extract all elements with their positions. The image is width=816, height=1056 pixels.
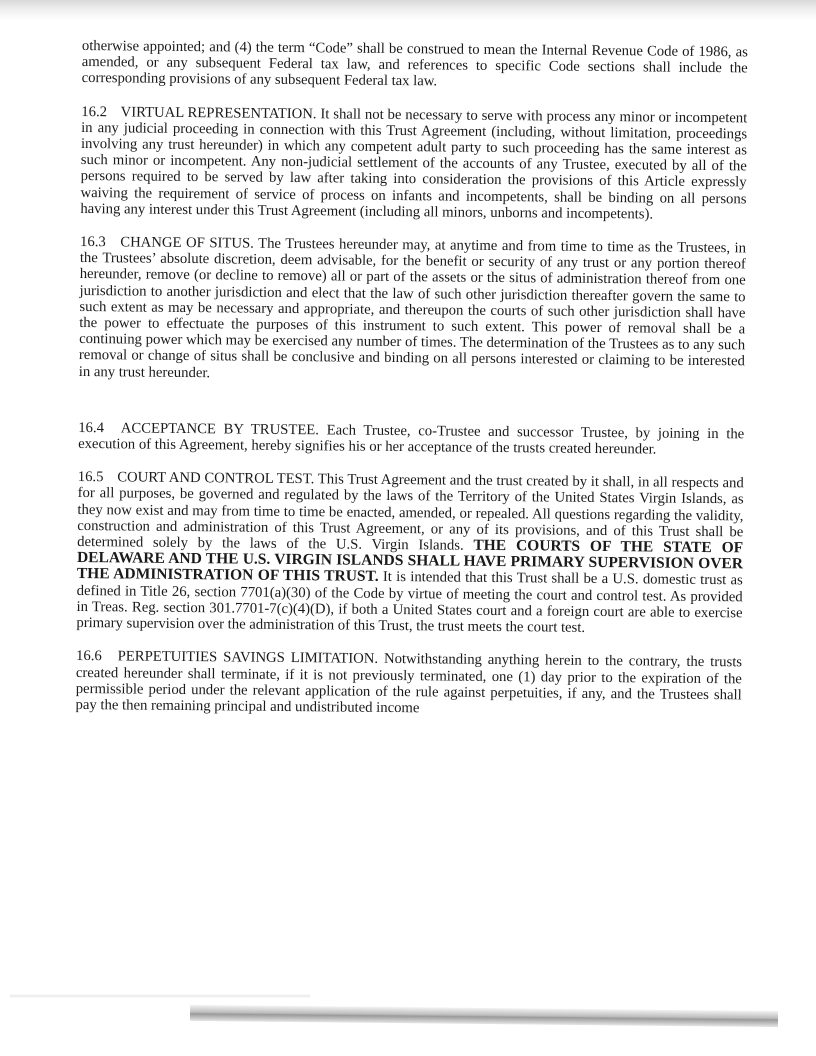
paragraph-text: It shall not be necessary to serve with process any minor or incompetent in any judicial proceeding in connection with this Trust Agreement (including, without limitation, proceedings involving any trust hereunder) in which any competent adult party to such proceeding has the same interest as such minor or incompetent. Any non-judicial settlement of the accounts of any Trustee, executed by all of the persons required to be served by law after taking into consideration the provisions of this Article expressly waiving the requirement of service of process on infants and incompetents, shall be binding on all persons having any interest under this Trust Agreement (including all minors, unborns and incompetents). <box>80 105 748 223</box>
paragraph-16-6 <box>76 648 743 719</box>
scan-bottom-faint-line <box>10 994 310 998</box>
paragraph-16-2 <box>80 104 747 224</box>
bold-supervision-clause: THE COURTS OF THE STATE OF DELAWARE AND THE U.S. VIRGIN ISLANDS SHALL HAVE PRIMARY SUPERVISION OVER THE ADMINISTRATION OF THIS TRUST. <box>76 536 744 586</box>
paragraph-text: Notwithstanding anything herein to the contrary, the trusts created hereunder shall terminate, if it is not previously terminated, one (1) day prior to the expiration of the permissible period under the relevant application of the rule against perpetuities, if any, and the Trustees shall pay the then remaining principal and undistributed income <box>75 651 743 717</box>
paragraph-16-4 <box>78 420 744 459</box>
paragraph-text: otherwise appointed; and (4) the term “Code” shall be construed to mean the Internal Revenue Code of 1986, as amended, or any subsequent Federal tax law, and references to specific Code sections shall include the corresponding provisions of any subsequent Federal tax law. <box>81 38 748 90</box>
paragraph-text: The Trustees hereunder may, at anytime and from time to time as the Trustees, in the Trustees’ absolute discretion, deem advisable, for the benefit or security of any trust or any portion thereof hereunder, remove (or decline to remove) all or part of the assets or the situs of administration thereof from one jurisdiction to another jurisdiction and elect that the law of such other jurisdiction thereafter govern the same to such extent as may be necessary and appropriate, and thereupon the courts of such other jurisdiction shall have the power to effectuate the purposes of this instrument to such extent. This power of removal shall be a continuing power which may be exercised any number of times. The determination of the Trustees as to any such removal or change of situs shall be conclusive and binding on all persons interested or claiming to be interested in any trust hereunder. <box>78 235 747 381</box>
section-heading: CHANGE OF SITUS. <box>120 234 254 252</box>
paragraph-text: This Trust Agreement and the trust created by it shall, in all respects and for all purposes, be governed and regulated by the laws of the Territory of the United States Virgin Islands, as they now exist and may from time to time be enacted, amended, or repealed. All questions regarding the validity, construction and administration of this Trust Agreement, or any of its provisions, and of this Trust shall be determined solely by the laws of the U.S. Virgin Islands. <box>77 471 744 554</box>
section-number: 16.5 <box>77 469 104 486</box>
paragraph-16-5 <box>76 469 744 637</box>
paragraph-text-after: It is intended that this Trust shall be a U.S. domestic trust as defined in Title 26, section 7701(a)(30) of the Code by virtue of meeting the court and control test. As provided in Treas. Reg. section 301.7701-7(c)(4)(D), if both a United States court and a foreign court are able to exercise primary supervision over the administration of this Trust, the trust meets the court test. <box>76 569 743 636</box>
section-number: 16.2 <box>81 103 108 120</box>
section-number: 16.3 <box>79 234 106 251</box>
paragraph-continuation <box>82 38 748 93</box>
section-heading: COURT AND CONTROL TEST. <box>117 469 315 488</box>
section-heading: PERPETUITIES SAVINGS LIMITATION. <box>117 648 379 668</box>
paragraph-text: Each Trustee, co-Trustee and successor Trustee, by joining in the execution of this Agreement, hereby signifies his or her acceptance of the trusts created hereunder. <box>78 422 745 458</box>
document-body <box>75 38 748 736</box>
scan-bottom-shadow <box>190 1005 778 1027</box>
section-heading: VIRTUAL REPRESENTATION. <box>120 103 317 122</box>
paragraph-16-3 <box>79 234 746 386</box>
scan-top-shadow <box>0 0 816 20</box>
section-number: 16.6 <box>75 648 102 665</box>
section-heading: ACCEPTANCE BY TRUSTEE. <box>120 420 320 439</box>
section-number: 16.4 <box>78 419 105 437</box>
